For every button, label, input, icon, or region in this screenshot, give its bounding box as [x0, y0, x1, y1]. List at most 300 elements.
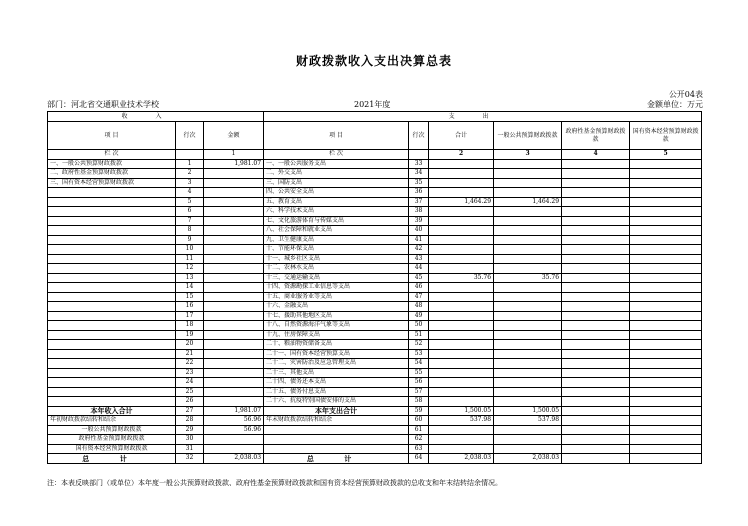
grand-total-no: 32 — [176, 454, 204, 464]
sub3-exp-no: 63 — [409, 444, 429, 454]
expense-total — [429, 397, 494, 407]
expense-fund — [562, 264, 630, 274]
carry-out-total: 537.98 — [429, 416, 494, 426]
income-item — [48, 264, 176, 274]
table-row — [48, 273, 702, 283]
income-item-header: 项 目 — [48, 122, 176, 150]
expense-general — [494, 330, 562, 340]
table-row — [48, 378, 702, 388]
expense-total — [429, 359, 494, 369]
income-line-no: 2 — [176, 169, 204, 179]
expense-general: 1,464.29 — [494, 197, 562, 207]
expense-fund — [562, 159, 630, 169]
expense-item: 三、国防支出 — [264, 178, 409, 188]
expense-fund — [562, 235, 630, 245]
expense-fund — [562, 207, 630, 217]
expense-general — [494, 340, 562, 350]
column-index-2: 2 — [429, 150, 494, 160]
expense-item: 五、教育支出 — [264, 197, 409, 207]
expense-general — [494, 188, 562, 198]
expense-item: 二十、粮油物资储备支出 — [264, 340, 409, 350]
expense-fund — [562, 349, 630, 359]
income-amount — [204, 368, 264, 378]
expense-line-no: 38 — [409, 207, 429, 217]
form-number: 公开04表 — [668, 90, 703, 99]
income-amount-header: 金额 — [204, 122, 264, 150]
expense-capital — [630, 226, 702, 236]
expense-total — [429, 283, 494, 293]
sub2-f — [562, 435, 630, 445]
income-line-header: 行次 — [176, 122, 204, 150]
table-row — [48, 340, 702, 350]
expense-total — [429, 330, 494, 340]
state-capital-header: 国有资本经营预算财政拨款 — [630, 122, 702, 150]
expense-total-fund — [562, 406, 630, 416]
expense-capital — [630, 216, 702, 226]
grand-total-general: 2,038.03 — [494, 454, 562, 464]
income-line-no: 11 — [176, 254, 204, 264]
expense-capital — [630, 311, 702, 321]
expense-general — [494, 359, 562, 369]
expense-line-no: 55 — [409, 368, 429, 378]
table-row — [48, 226, 702, 236]
sub3-no: 31 — [176, 444, 204, 454]
expense-line-no: 46 — [409, 283, 429, 293]
expense-total — [429, 159, 494, 169]
expense-total — [429, 169, 494, 179]
expense-total — [429, 216, 494, 226]
expense-general — [494, 302, 562, 312]
expense-line-no: 58 — [409, 397, 429, 407]
income-amount — [204, 169, 264, 179]
income-line-no: 26 — [176, 397, 204, 407]
income-amount — [204, 226, 264, 236]
income-amount — [204, 197, 264, 207]
table-row — [48, 159, 702, 169]
sub3-t — [429, 444, 494, 454]
income-item — [48, 235, 176, 245]
income-item — [48, 273, 176, 283]
sub3-c — [630, 444, 702, 454]
table-row — [48, 387, 702, 397]
income-line-no: 15 — [176, 292, 204, 302]
expense-line-no: 43 — [409, 254, 429, 264]
expense-item: 十五、商业服务业等支出 — [264, 292, 409, 302]
carry-out-label: 年末财政拨款结转和结余 — [264, 416, 409, 426]
income-amount — [204, 321, 264, 331]
income-line-no: 4 — [176, 188, 204, 198]
expense-capital — [630, 302, 702, 312]
expense-line-no: 42 — [409, 245, 429, 255]
income-line-no: 18 — [176, 321, 204, 331]
income-line-no: 7 — [176, 216, 204, 226]
expense-total — [429, 178, 494, 188]
expense-line-no: 48 — [409, 302, 429, 312]
grand-total-capital — [630, 454, 702, 464]
total-header: 合计 — [429, 122, 494, 150]
income-line-no: 9 — [176, 235, 204, 245]
budget-table — [47, 111, 702, 464]
table-row — [48, 368, 702, 378]
income-item — [48, 188, 176, 198]
income-amount — [204, 340, 264, 350]
income-item — [48, 197, 176, 207]
expense-line-no: 44 — [409, 264, 429, 274]
expense-total: 1,464.29 — [429, 197, 494, 207]
expense-item: 十六、金融支出 — [264, 302, 409, 312]
income-amount — [204, 235, 264, 245]
income-line-no: 24 — [176, 378, 204, 388]
expense-fund — [562, 368, 630, 378]
expense-capital — [630, 254, 702, 264]
income-item: 一、一般公共预算财政拨款 — [48, 159, 176, 169]
table-row — [48, 169, 702, 179]
expense-item: 十四、资源勘探工业信息等支出 — [264, 283, 409, 293]
income-line-no: 1 — [176, 159, 204, 169]
carry-out-fund — [562, 416, 630, 426]
income-amount — [204, 292, 264, 302]
table-row — [48, 245, 702, 255]
expense-line-header: 行次 — [409, 122, 429, 150]
column-index-blank — [176, 150, 204, 160]
income-item — [48, 207, 176, 217]
income-amount — [204, 264, 264, 274]
column-index-5: 5 — [630, 150, 702, 160]
table-row — [48, 292, 702, 302]
sub3-exp-blank — [264, 444, 409, 454]
table-row — [48, 188, 702, 198]
table-row — [48, 283, 702, 293]
income-amount — [204, 330, 264, 340]
expense-total — [429, 254, 494, 264]
expense-item: 十三、交通运输支出 — [264, 273, 409, 283]
sub1-t — [429, 425, 494, 435]
expense-total — [429, 292, 494, 302]
expense-line-no: 56 — [409, 378, 429, 388]
expense-item: 一、一般公共服务支出 — [264, 159, 409, 169]
expense-general — [494, 311, 562, 321]
expense-total — [429, 378, 494, 388]
income-line-no: 5 — [176, 197, 204, 207]
expense-capital — [630, 188, 702, 198]
income-item — [48, 302, 176, 312]
expense-item: 十九、住房保障支出 — [264, 330, 409, 340]
fiscal-year: 2021年度 — [354, 100, 391, 109]
expense-total: 35.76 — [429, 273, 494, 283]
carry-out-no: 60 — [409, 416, 429, 426]
expense-general — [494, 368, 562, 378]
income-line-no: 17 — [176, 311, 204, 321]
expense-fund — [562, 197, 630, 207]
sub2-exp-no: 62 — [409, 435, 429, 445]
expense-general — [494, 169, 562, 179]
expense-fund — [562, 216, 630, 226]
income-line-no: 23 — [176, 368, 204, 378]
income-item — [48, 321, 176, 331]
expense-total — [429, 302, 494, 312]
income-item — [48, 226, 176, 236]
footnote: 注：本表反映部门（或单位）本年度一般公共预算财政拨款、政府性基金预算财政拨款和国有资本经营预算财政拨款的总收支和年末结转结余情况。 — [47, 479, 502, 487]
expense-total — [429, 311, 494, 321]
income-item — [48, 216, 176, 226]
gov-fund-header: 政府性基金预算财政拨款 — [562, 122, 630, 150]
income-total-amount: 1,981.07 — [204, 406, 264, 416]
expense-general: 35.76 — [494, 273, 562, 283]
income-line-no: 25 — [176, 387, 204, 397]
expense-header: 支出 — [264, 112, 702, 122]
table-row — [48, 254, 702, 264]
expense-general — [494, 254, 562, 264]
income-amount — [204, 273, 264, 283]
table-row — [48, 321, 702, 331]
sub3-label: 国有资本经营预算财政拨款 — [48, 444, 176, 454]
expense-item: 十一、城乡社区支出 — [264, 254, 409, 264]
expense-fund — [562, 397, 630, 407]
sub1-label: 一般公共预算财政拨款 — [48, 425, 176, 435]
sub1-exp-blank — [264, 425, 409, 435]
income-item: 二、政府性基金预算财政拨款 — [48, 169, 176, 179]
expense-total-label: 本年支出合计 — [264, 406, 409, 416]
income-line-no: 20 — [176, 340, 204, 350]
income-amount — [204, 216, 264, 226]
expense-fund — [562, 359, 630, 369]
summary-row-carry — [48, 416, 702, 426]
expense-item: 六、科学技术支出 — [264, 207, 409, 217]
column-index-label-2: 栏 次 — [264, 150, 409, 160]
expense-item: 二十六、抗疫特别国债安排的支出 — [264, 397, 409, 407]
expense-capital — [630, 264, 702, 274]
expense-item: 九、卫生健康支出 — [264, 235, 409, 245]
expense-total — [429, 349, 494, 359]
expense-capital — [630, 197, 702, 207]
expense-fund — [562, 378, 630, 388]
income-item — [48, 254, 176, 264]
column-index-blank-2 — [409, 150, 429, 160]
expense-general — [494, 292, 562, 302]
income-amount — [204, 207, 264, 217]
sub1-exp-no: 61 — [409, 425, 429, 435]
table-row — [48, 359, 702, 369]
carry-out-general: 537.98 — [494, 416, 562, 426]
income-line-no: 22 — [176, 359, 204, 369]
income-item — [48, 387, 176, 397]
expense-general — [494, 235, 562, 245]
summary-row-sub3 — [48, 444, 702, 454]
expense-capital — [630, 207, 702, 217]
income-amount — [204, 349, 264, 359]
expense-line-no: 54 — [409, 359, 429, 369]
income-item — [48, 359, 176, 369]
expense-item: 七、文化旅游体育与传媒支出 — [264, 216, 409, 226]
grand-total-exp-no: 64 — [409, 454, 429, 464]
sub3-f — [562, 444, 630, 454]
sub2-t — [429, 435, 494, 445]
income-header: 收入 — [48, 112, 264, 122]
income-amount — [204, 178, 264, 188]
table-row — [48, 330, 702, 340]
grand-total-label: 总 计 — [48, 454, 176, 464]
income-line-no: 21 — [176, 349, 204, 359]
income-line-no: 10 — [176, 245, 204, 255]
income-amount: 1,981.07 — [204, 159, 264, 169]
expense-line-no: 47 — [409, 292, 429, 302]
sub1-no: 29 — [176, 425, 204, 435]
expense-line-no: 35 — [409, 178, 429, 188]
expense-total — [429, 188, 494, 198]
expense-capital — [630, 340, 702, 350]
table-row — [48, 397, 702, 407]
expense-item: 八、社会保障和就业支出 — [264, 226, 409, 236]
expense-general — [494, 207, 562, 217]
expense-line-no: 39 — [409, 216, 429, 226]
expense-general — [494, 397, 562, 407]
income-item — [48, 340, 176, 350]
expense-general — [494, 245, 562, 255]
table-row — [48, 264, 702, 274]
sub2-amount — [204, 435, 264, 445]
expense-line-no: 53 — [409, 349, 429, 359]
report-meta — [47, 99, 703, 111]
expense-capital — [630, 378, 702, 388]
expense-fund — [562, 321, 630, 331]
income-line-no: 19 — [176, 330, 204, 340]
expense-fund — [562, 188, 630, 198]
expense-general — [494, 264, 562, 274]
expense-item: 二、外交支出 — [264, 169, 409, 179]
expense-line-no: 51 — [409, 330, 429, 340]
sub1-f — [562, 425, 630, 435]
income-amount — [204, 311, 264, 321]
income-line-no: 16 — [176, 302, 204, 312]
sub2-label: 政府性基金预算财政拨款 — [48, 435, 176, 445]
table-row — [48, 311, 702, 321]
expense-item: 四、公共安全支出 — [264, 188, 409, 198]
table-row — [48, 178, 702, 188]
income-amount — [204, 245, 264, 255]
expense-line-no: 33 — [409, 159, 429, 169]
expense-line-no: 41 — [409, 235, 429, 245]
income-amount — [204, 387, 264, 397]
column-index-3: 3 — [494, 150, 562, 160]
income-item — [48, 292, 176, 302]
expense-line-no: 34 — [409, 169, 429, 179]
expense-fund — [562, 273, 630, 283]
income-total-label: 本年收入合计 — [48, 406, 176, 416]
income-total-no: 27 — [176, 406, 204, 416]
income-item — [48, 368, 176, 378]
expense-line-no: 50 — [409, 321, 429, 331]
grand-total-amount: 2,038.03 — [204, 454, 264, 464]
expense-fund — [562, 254, 630, 264]
expense-general — [494, 216, 562, 226]
table-row — [48, 349, 702, 359]
sub1-g — [494, 425, 562, 435]
sub2-g — [494, 435, 562, 445]
expense-fund — [562, 226, 630, 236]
expense-capital — [630, 397, 702, 407]
summary-row-grand — [48, 454, 702, 464]
expense-capital — [630, 349, 702, 359]
expense-total — [429, 264, 494, 274]
sub2-exp-blank — [264, 435, 409, 445]
expense-total — [429, 245, 494, 255]
page-title: 财政拨款收入支出决算总表 — [295, 54, 452, 68]
carry-in-amount: 56.96 — [204, 416, 264, 426]
expense-capital — [630, 330, 702, 340]
sub3-g — [494, 444, 562, 454]
sub2-c — [630, 435, 702, 445]
expense-total — [429, 235, 494, 245]
expense-total-general: 1,500.05 — [494, 406, 562, 416]
expense-general — [494, 378, 562, 388]
table-row — [48, 216, 702, 226]
expense-total-total: 1,500.05 — [429, 406, 494, 416]
expense-capital — [630, 368, 702, 378]
income-item — [48, 245, 176, 255]
expense-capital — [630, 245, 702, 255]
general-budget-header: 一般公共预算财政拨款 — [494, 122, 562, 150]
expense-general — [494, 321, 562, 331]
expense-capital — [630, 387, 702, 397]
expense-fund — [562, 245, 630, 255]
income-line-no: 13 — [176, 273, 204, 283]
carry-in-label: 年初财政拨款结转和结余 — [48, 416, 176, 426]
income-line-no: 6 — [176, 207, 204, 217]
expense-total — [429, 207, 494, 217]
expense-general — [494, 178, 562, 188]
expense-fund — [562, 292, 630, 302]
expense-general — [494, 283, 562, 293]
income-line-no: 8 — [176, 226, 204, 236]
expense-general — [494, 387, 562, 397]
income-item — [48, 311, 176, 321]
expense-item: 十二、农林水支出 — [264, 264, 409, 274]
table-row — [48, 197, 702, 207]
income-amount — [204, 283, 264, 293]
expense-fund — [562, 302, 630, 312]
income-item — [48, 330, 176, 340]
sub1-c — [630, 425, 702, 435]
expense-total-no: 59 — [409, 406, 429, 416]
table-row — [48, 207, 702, 217]
grand-total-total: 2,038.03 — [429, 454, 494, 464]
sub3-amount — [204, 444, 264, 454]
expense-item: 二十四、债务还本支出 — [264, 378, 409, 388]
expense-capital — [630, 273, 702, 283]
expense-item: 十、节能环保支出 — [264, 245, 409, 255]
carry-in-no: 28 — [176, 416, 204, 426]
expense-capital — [630, 283, 702, 293]
expense-total — [429, 340, 494, 350]
expense-item: 二十五、债务付息支出 — [264, 387, 409, 397]
expense-fund — [562, 340, 630, 350]
expense-total — [429, 387, 494, 397]
amount-unit: 金额单位：万元 — [647, 100, 703, 109]
grand-total-fund — [562, 454, 630, 464]
expense-capital — [630, 235, 702, 245]
expense-total — [429, 321, 494, 331]
expense-total — [429, 368, 494, 378]
expense-total — [429, 226, 494, 236]
expense-fund — [562, 330, 630, 340]
expense-line-no: 37 — [409, 197, 429, 207]
income-line-no: 12 — [176, 264, 204, 274]
expense-general — [494, 226, 562, 236]
grand-total-label-2: 总 计 — [264, 454, 409, 464]
expense-line-no: 36 — [409, 188, 429, 198]
expense-item-header: 项 目 — [264, 122, 409, 150]
expense-item: 十八、自然资源海洋气象等支出 — [264, 321, 409, 331]
